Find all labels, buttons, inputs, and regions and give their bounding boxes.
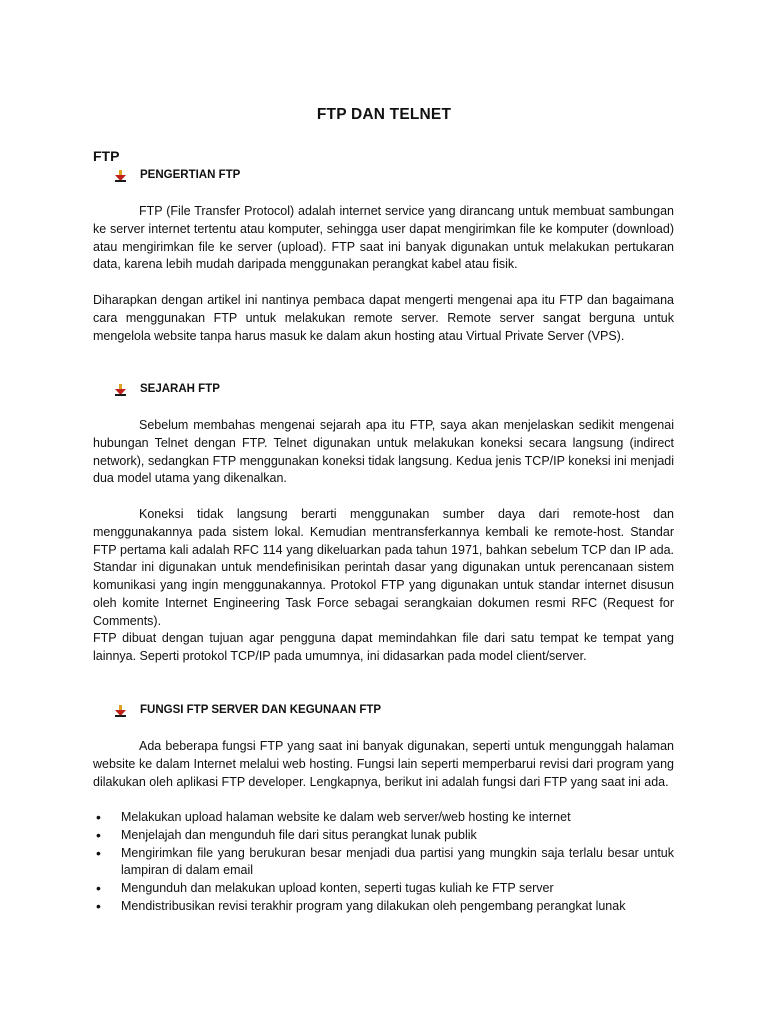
- list-item: [93, 880, 674, 898]
- bullet-dot-icon: •: [96, 826, 101, 843]
- subsection-heading-fungsi: [115, 702, 381, 718]
- fungsi-ftp-list: [93, 809, 674, 916]
- bullet-dot-icon: •: [96, 897, 101, 914]
- paragraph-pengertian-2: Diharapkan dengan artikel ini nantinya pembaca dapat mengerti mengenai apa itu FTP dan bagaimana cara menggunakan FTP untuk melakukan remote server. Remote server sangat berguna untuk mengelola website tanpa harus masuk ke dalam akun hosting atau Virtual Private Server (VPS).: [93, 293, 674, 343]
- list-item: [93, 809, 674, 827]
- subsection-heading-pengertian: [115, 167, 240, 183]
- list-item-text: Melakukan upload halaman website ke dalam web server/web hosting ke internet: [121, 810, 571, 824]
- list-item-text: Mendistribusikan revisi terakhir program yang dilakukan oleh pengembang perangkat lunak: [121, 898, 626, 913]
- paragraph-sejarah-1: Sebelum membahas mengenai sejarah apa itu FTP, saya akan menjelaskan sedikit mengenai hubungan Telnet dengan FTP. Telnet digunakan untuk melakukan koneksi secara langsung (indirect network), sedangkan FTP menggunakan koneksi tidak langsung. Kedua jenis TCP/IP koneksi ini menjadi dua model utama yang dikenalkan.: [93, 418, 674, 486]
- arrow-bullet-icon: [115, 384, 127, 396]
- list-item: [93, 845, 674, 881]
- list-item-text: Mengunduh dan melakukan upload konten, seperti tugas kuliah ke FTP server: [121, 881, 554, 896]
- bullet-dot-icon: •: [96, 844, 101, 861]
- bullet-dot-icon: •: [96, 809, 101, 825]
- section-heading-ftp: FTP: [93, 148, 120, 164]
- list-item: [93, 827, 674, 845]
- document-title: FTP DAN TELNET: [316, 106, 452, 123]
- list-item-text: Menjelajah dan mengunduh file dari situs perangkat lunak publik: [121, 827, 477, 842]
- paragraph-pengertian-1: FTP (File Transfer Protocol) adalah internet service yang dirancang untuk membuat sambungan ke server internet tertentu atau komputer, sehingga user dapat mengirimkan file ke komputer (download) atau mengirimkan file ke server (upload). FTP saat ini banyak digunakan untuk melakukan pertukaran data, karena lebih mudah daripada menggunakan perangkat kabel atau fisik.: [93, 204, 674, 272]
- list-item-text: Mengirimkan file yang berukuran besar menjadi dua partisi yang mungkin saja terlalu besar untuk lampiran di dalam email: [121, 845, 674, 878]
- list-item: [93, 898, 674, 916]
- paragraph-fungsi-1: Ada beberapa fungsi FTP yang saat ini banyak digunakan, seperti untuk mengunggah halaman website ke dalam Internet melalui web hosting. Fungsi lain seperti memperbarui revisi dari program yang dilakukan oleh aplikasi FTP developer. Lengkapnya, berikut ini adalah fungsi dari FTP yang saat ini ada.: [93, 739, 674, 789]
- subsection-heading-text: PENGERTIAN FTP: [140, 169, 241, 181]
- bullet-dot-icon: •: [96, 880, 101, 897]
- subsection-heading-text: FUNGSI FTP SERVER DAN KEGUNAAN FTP: [140, 704, 382, 716]
- paragraph-sejarah-3: FTP dibuat dengan tujuan agar pengguna dapat memindahkan file dari satu tempat ke tempat yang lainnya. Seperti protokol TCP/IP pada umumnya, ini didasarkan pada model client/server.: [93, 631, 674, 663]
- paragraph-sejarah-2: Koneksi tidak langsung berarti menggunakan sumber daya dari remote-host dan menggunakannya pada sistem lokal. Kemudian mentransferkannya kembali ke remote-host. Standar FTP pertama kali adalah RFC 114 yang dikeluarkan pada tahun 1971, bahkan sebelum TCP dan IP ada. Standar ini digunakan untuk mendefinisikan perintah dasar yang digunakan untuk perencanaan sistem komunikasi yang ingin menggunakannya. Protokol FTP yang digunakan untuk standar internet disusun oleh komite Internet Engineering Task Force sebagai serangkaian dokumen resmi RFC (Request for Comments).: [93, 507, 674, 628]
- subsection-heading-text: SEJARAH FTP: [140, 383, 220, 395]
- arrow-bullet-icon: [115, 170, 127, 182]
- arrow-bullet-icon: [115, 705, 127, 717]
- subsection-heading-sejarah: [115, 381, 220, 397]
